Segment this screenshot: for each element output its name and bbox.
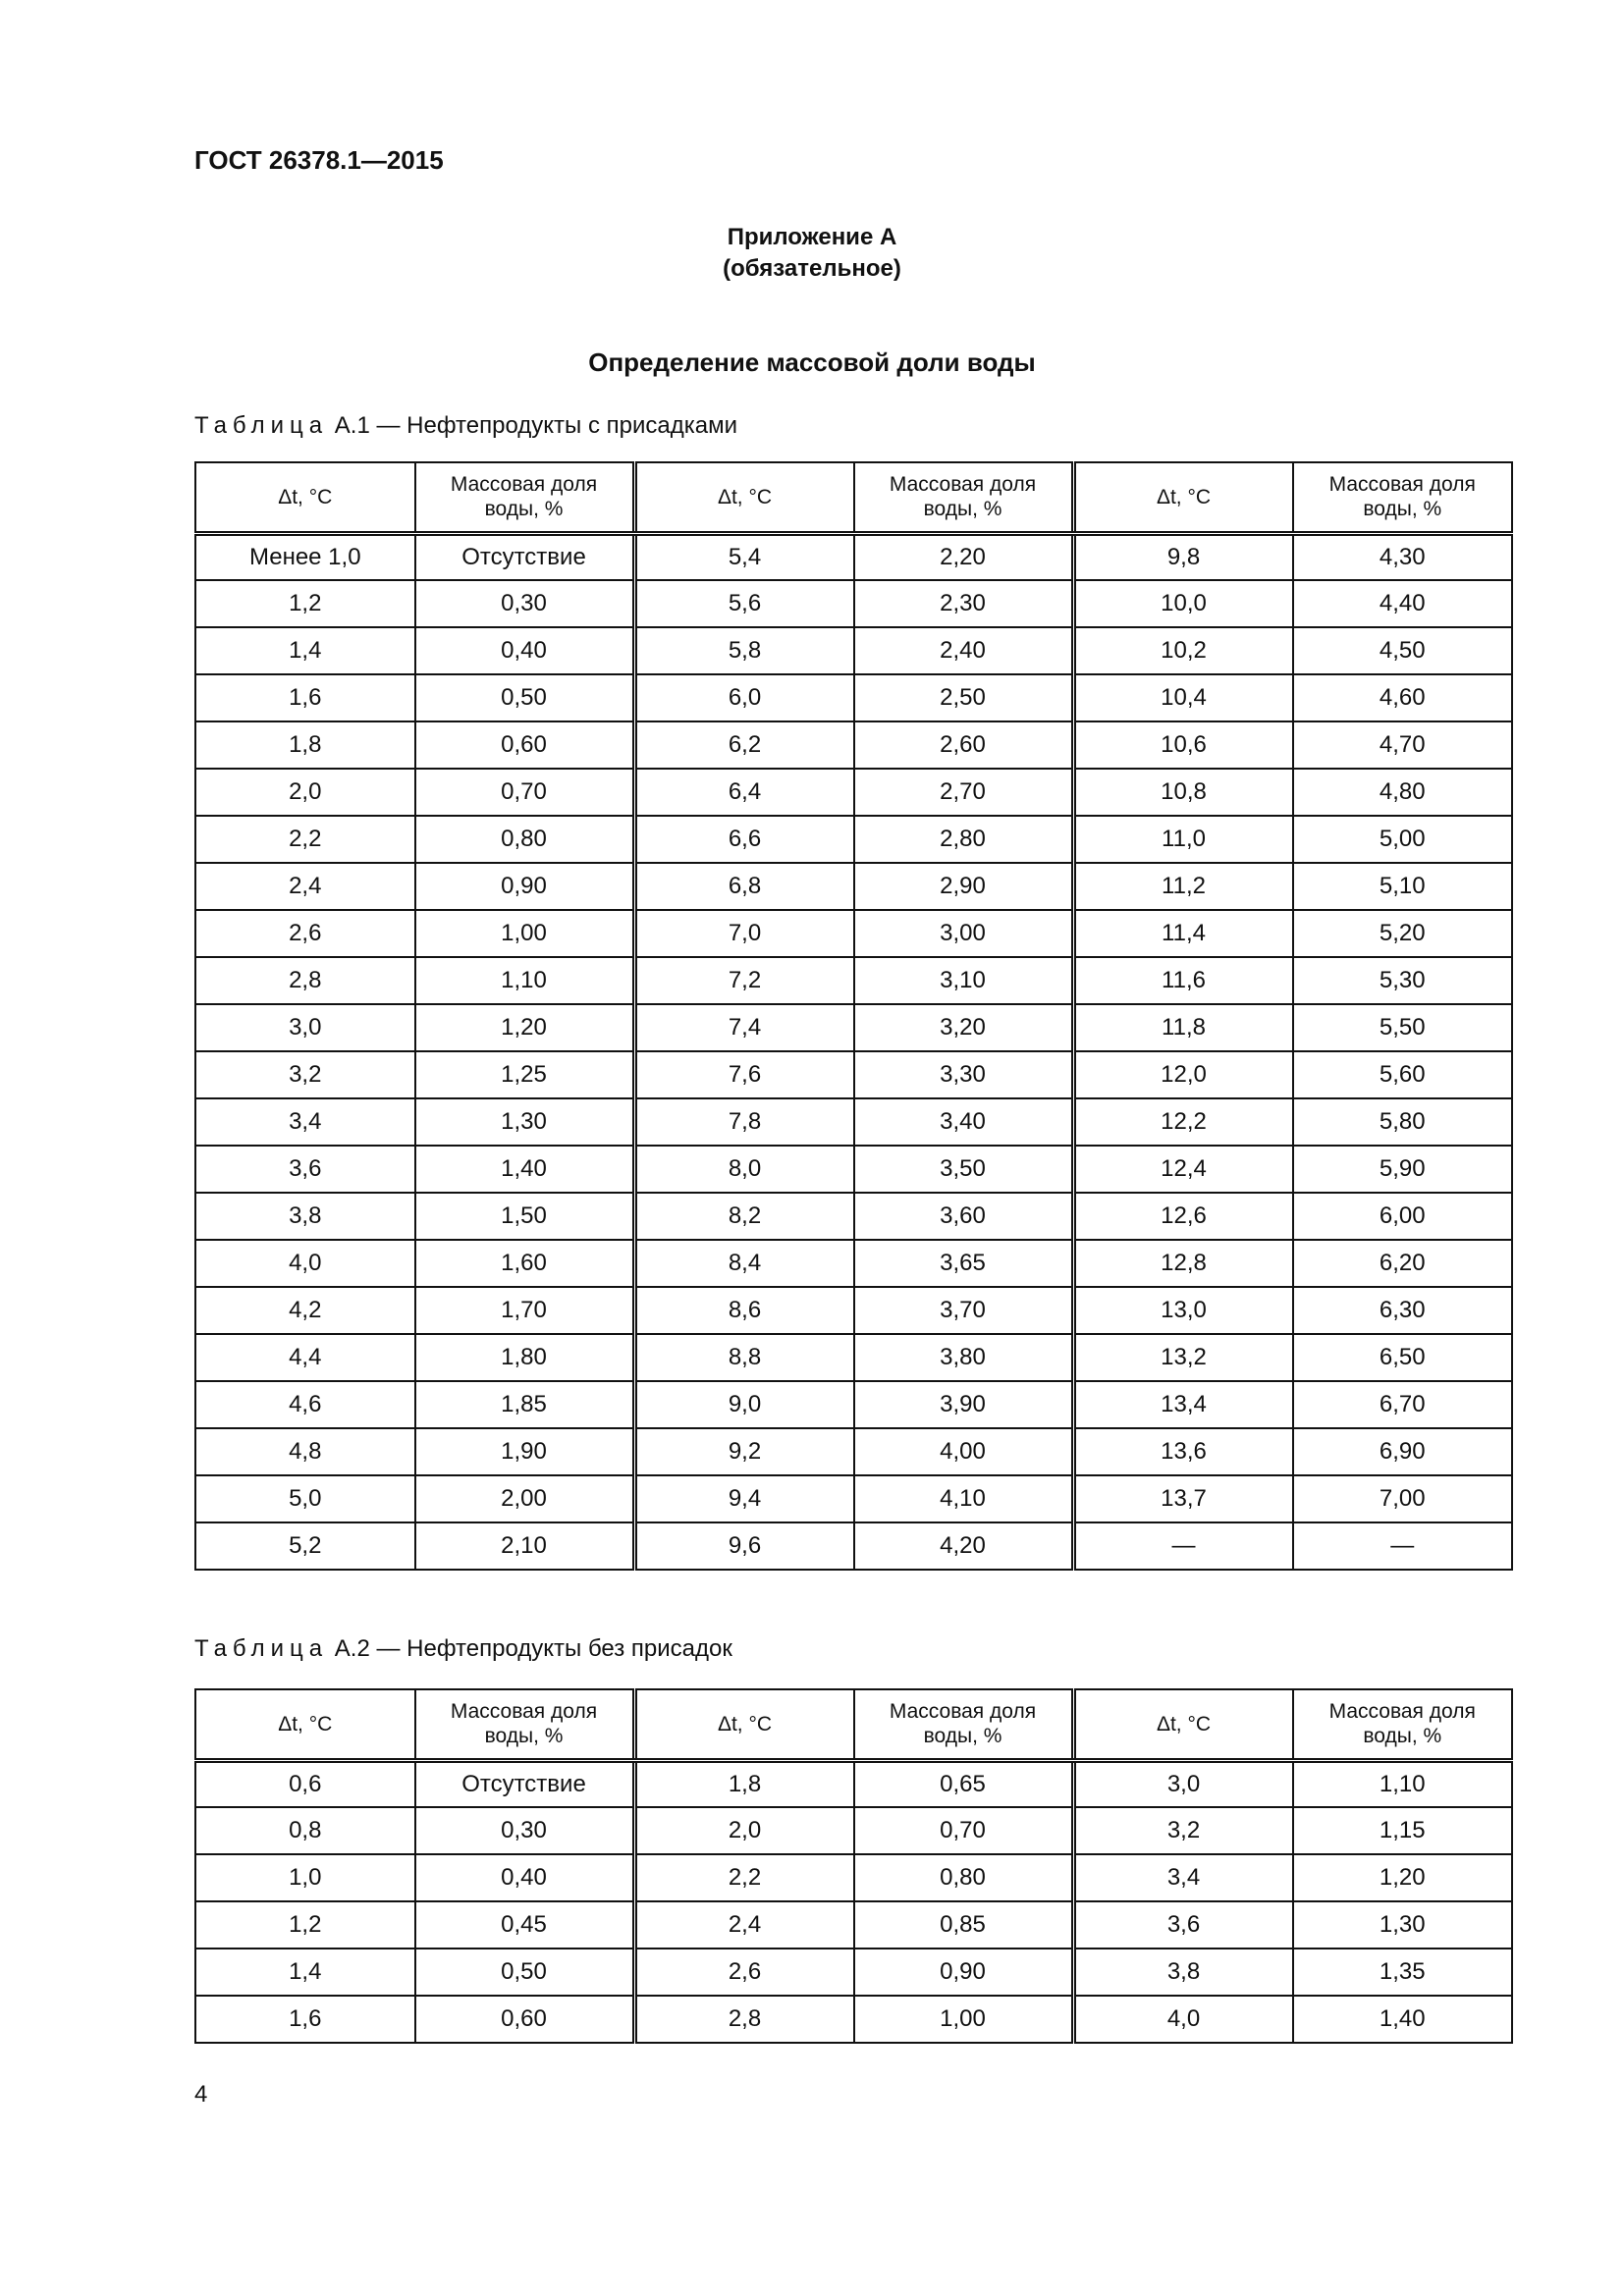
- mass-cell: 1,70: [415, 1287, 635, 1334]
- mass-cell: 1,40: [415, 1146, 635, 1193]
- table-a1: [194, 461, 1513, 1571]
- header-mass-line1: Массовая доля: [889, 1700, 1037, 1724]
- dt-cell: 2,4: [195, 863, 415, 910]
- mass-cell: 6,00: [1293, 1193, 1513, 1240]
- dt-cell: 1,4: [195, 1949, 415, 1996]
- header-dt: Δt, °C: [195, 1689, 415, 1760]
- dt-cell: 6,0: [634, 674, 854, 721]
- mass-cell: 3,70: [854, 1287, 1074, 1334]
- dt-cell: 11,2: [1073, 863, 1293, 910]
- document-code: ГОСТ 26378.1—2015: [194, 145, 444, 175]
- mass-cell: 2,80: [854, 816, 1074, 863]
- dt-cell: 9,2: [634, 1428, 854, 1475]
- dt-cell: 1,2: [195, 580, 415, 627]
- table-row: [195, 1334, 1512, 1381]
- table-row: [195, 1240, 1512, 1287]
- mass-cell: 0,60: [415, 1996, 635, 2043]
- dt-cell: 2,8: [195, 957, 415, 1004]
- dt-cell: 9,6: [634, 1522, 854, 1570]
- table-row: [195, 1004, 1512, 1051]
- dt-cell: 12,4: [1073, 1146, 1293, 1193]
- dt-cell: 8,4: [634, 1240, 854, 1287]
- mass-cell: 4,10: [854, 1475, 1074, 1522]
- dt-cell: 6,2: [634, 721, 854, 769]
- dt-cell: 9,0: [634, 1381, 854, 1428]
- mass-cell: 1,25: [415, 1051, 635, 1098]
- dt-cell: 3,4: [195, 1098, 415, 1146]
- mass-cell: 5,80: [1293, 1098, 1513, 1146]
- mass-cell: Отсутствие: [415, 533, 635, 580]
- dt-cell: 6,8: [634, 863, 854, 910]
- header-mass-line1: Массовая доля: [1328, 473, 1476, 497]
- mass-cell: 4,70: [1293, 721, 1513, 769]
- dt-cell: 13,2: [1073, 1334, 1293, 1381]
- header-mass-line2: воды, %: [484, 1725, 564, 1748]
- dt-cell: 3,6: [1073, 1901, 1293, 1949]
- mass-cell: 3,60: [854, 1193, 1074, 1240]
- table-row: [195, 627, 1512, 674]
- mass-cell: 0,70: [415, 769, 635, 816]
- dt-cell: 8,0: [634, 1146, 854, 1193]
- mass-cell: 1,60: [415, 1240, 635, 1287]
- dt-cell: 8,6: [634, 1287, 854, 1334]
- mass-cell: 1,80: [415, 1334, 635, 1381]
- dt-cell: 5,4: [634, 533, 854, 580]
- mass-cell: 0,85: [854, 1901, 1074, 1949]
- mass-cell: 1,10: [1293, 1760, 1513, 1807]
- dt-cell: 0,8: [195, 1807, 415, 1854]
- header-dt: Δt, °C: [634, 462, 854, 533]
- dt-cell: 8,2: [634, 1193, 854, 1240]
- dt-cell: 1,8: [634, 1760, 854, 1807]
- mass-cell: 0,90: [854, 1949, 1074, 1996]
- mass-cell: 6,70: [1293, 1381, 1513, 1428]
- table2-caption-prefix: Таблица: [194, 1635, 329, 1662]
- dt-cell: 5,0: [195, 1475, 415, 1522]
- dt-cell: 2,0: [634, 1807, 854, 1854]
- mass-cell: 1,50: [415, 1193, 635, 1240]
- mass-cell: 1,20: [415, 1004, 635, 1051]
- table1-caption-text: А.1 — Нефтепродукты с присадками: [334, 412, 738, 439]
- dt-cell: 11,4: [1073, 910, 1293, 957]
- table2-caption: [194, 1635, 732, 1663]
- mass-cell: 1,00: [415, 910, 635, 957]
- header-mass: [1293, 1689, 1513, 1760]
- dt-cell: 12,8: [1073, 1240, 1293, 1287]
- mass-cell: 1,90: [415, 1428, 635, 1475]
- header-mass: [854, 1689, 1074, 1760]
- table-row: [195, 1475, 1512, 1522]
- dt-cell: 4,0: [195, 1240, 415, 1287]
- dt-cell: 4,4: [195, 1334, 415, 1381]
- mass-cell: 6,20: [1293, 1240, 1513, 1287]
- mass-cell: 3,50: [854, 1146, 1074, 1193]
- mass-cell: 2,00: [415, 1475, 635, 1522]
- table-row: [195, 674, 1512, 721]
- mass-cell: 0,45: [415, 1901, 635, 1949]
- dt-cell: 3,0: [1073, 1760, 1293, 1807]
- dt-cell: 9,8: [1073, 533, 1293, 580]
- table-row: [195, 1996, 1512, 2043]
- mass-cell: 0,30: [415, 1807, 635, 1854]
- dt-cell: Менее 1,0: [195, 533, 415, 580]
- table-row: [195, 1428, 1512, 1475]
- table-row: [195, 863, 1512, 910]
- table-row: [195, 957, 1512, 1004]
- table1-caption: [194, 412, 737, 440]
- dt-cell: 5,2: [195, 1522, 415, 1570]
- header-mass-line1: Массовая доля: [1328, 1700, 1476, 1724]
- mass-cell: 4,00: [854, 1428, 1074, 1475]
- header-dt: Δt, °C: [195, 462, 415, 533]
- section-title: Определение массовой доли воды: [588, 347, 1036, 377]
- table1-caption-prefix: Таблица: [194, 412, 329, 439]
- dt-cell: 0,6: [195, 1760, 415, 1807]
- dt-cell: 4,8: [195, 1428, 415, 1475]
- table-row: [195, 533, 1512, 580]
- mass-cell: 3,80: [854, 1334, 1074, 1381]
- mass-cell: 2,10: [415, 1522, 635, 1570]
- header-mass-line2: воды, %: [923, 1725, 1002, 1748]
- mass-cell: 3,40: [854, 1098, 1074, 1146]
- dt-cell: 7,4: [634, 1004, 854, 1051]
- mass-cell: 6,50: [1293, 1334, 1513, 1381]
- dt-cell: 11,0: [1073, 816, 1293, 863]
- dt-cell: 2,0: [195, 769, 415, 816]
- dt-cell: 13,0: [1073, 1287, 1293, 1334]
- table-row: [195, 1949, 1512, 1996]
- mass-cell: 1,20: [1293, 1854, 1513, 1901]
- dt-cell: 10,2: [1073, 627, 1293, 674]
- dt-cell: 3,8: [195, 1193, 415, 1240]
- dt-cell: 12,2: [1073, 1098, 1293, 1146]
- table-row: [195, 1522, 1512, 1570]
- dt-cell: 2,6: [634, 1949, 854, 1996]
- dt-cell: 5,6: [634, 580, 854, 627]
- dt-cell: 3,2: [1073, 1807, 1293, 1854]
- table-row: [195, 1807, 1512, 1854]
- mass-cell: 1,35: [1293, 1949, 1513, 1996]
- dt-cell: 13,4: [1073, 1381, 1293, 1428]
- dt-cell: 13,7: [1073, 1475, 1293, 1522]
- header-mass: [415, 1689, 635, 1760]
- table-row: [195, 1146, 1512, 1193]
- mass-cell: 2,60: [854, 721, 1074, 769]
- mass-cell: 0,80: [854, 1854, 1074, 1901]
- mass-cell: 4,20: [854, 1522, 1074, 1570]
- header-mass-line1: Массовая доля: [450, 473, 598, 497]
- dt-cell: 3,4: [1073, 1854, 1293, 1901]
- mass-cell: 0,65: [854, 1760, 1074, 1807]
- mass-cell: 0,30: [415, 580, 635, 627]
- dt-cell: 1,0: [195, 1854, 415, 1901]
- mass-cell: 1,30: [1293, 1901, 1513, 1949]
- mass-cell: 7,00: [1293, 1475, 1513, 1522]
- dt-cell: 4,6: [195, 1381, 415, 1428]
- mass-cell: 1,40: [1293, 1996, 1513, 2043]
- header-mass-line1: Массовая доля: [450, 1700, 598, 1724]
- mass-cell: 4,80: [1293, 769, 1513, 816]
- mass-cell: 5,50: [1293, 1004, 1513, 1051]
- mass-cell: —: [1293, 1522, 1513, 1570]
- table-a2-body: [195, 1760, 1512, 2043]
- table-row: [195, 721, 1512, 769]
- mass-cell: 1,10: [415, 957, 635, 1004]
- mass-cell: 1,30: [415, 1098, 635, 1146]
- mass-cell: 5,60: [1293, 1051, 1513, 1098]
- dt-cell: 5,8: [634, 627, 854, 674]
- dt-cell: 7,6: [634, 1051, 854, 1098]
- dt-cell: 2,8: [634, 1996, 854, 2043]
- header-mass-line2: воды, %: [1363, 498, 1442, 521]
- dt-cell: 2,2: [634, 1854, 854, 1901]
- dt-cell: 11,8: [1073, 1004, 1293, 1051]
- dt-cell: 6,4: [634, 769, 854, 816]
- mass-cell: 0,40: [415, 1854, 635, 1901]
- dt-cell: 10,4: [1073, 674, 1293, 721]
- table-row: [195, 910, 1512, 957]
- table-row: [195, 1760, 1512, 1807]
- mass-cell: 6,30: [1293, 1287, 1513, 1334]
- dt-cell: 1,6: [195, 1996, 415, 2043]
- mass-cell: 1,85: [415, 1381, 635, 1428]
- dt-cell: 12,6: [1073, 1193, 1293, 1240]
- appendix-subtitle: (обязательное): [723, 255, 901, 282]
- header-mass-line1: Массовая доля: [889, 473, 1037, 497]
- mass-cell: 0,50: [415, 674, 635, 721]
- page-number: 4: [194, 2081, 208, 2108]
- dt-cell: 9,4: [634, 1475, 854, 1522]
- mass-cell: 1,00: [854, 1996, 1074, 2043]
- table-row: [195, 1287, 1512, 1334]
- mass-cell: 0,40: [415, 627, 635, 674]
- dt-cell: 3,2: [195, 1051, 415, 1098]
- mass-cell: 2,40: [854, 627, 1074, 674]
- mass-cell: 4,30: [1293, 533, 1513, 580]
- mass-cell: 5,20: [1293, 910, 1513, 957]
- table-a1-body: [195, 533, 1512, 1570]
- dt-cell: 11,6: [1073, 957, 1293, 1004]
- mass-cell: 4,60: [1293, 674, 1513, 721]
- mass-cell: 3,65: [854, 1240, 1074, 1287]
- dt-cell: —: [1073, 1522, 1293, 1570]
- mass-cell: 2,50: [854, 674, 1074, 721]
- table-header-row: [195, 462, 1512, 533]
- table-a2: [194, 1688, 1513, 2044]
- dt-cell: 2,4: [634, 1901, 854, 1949]
- table-row: [195, 1098, 1512, 1146]
- header-dt: Δt, °C: [1073, 1689, 1293, 1760]
- header-dt: Δt, °C: [634, 1689, 854, 1760]
- header-mass-line2: воды, %: [1363, 1725, 1442, 1748]
- header-dt: Δt, °C: [1073, 462, 1293, 533]
- mass-cell: 3,90: [854, 1381, 1074, 1428]
- appendix-title: Приложение А: [727, 224, 897, 250]
- header-mass-line2: воды, %: [923, 498, 1002, 521]
- header-mass: [415, 462, 635, 533]
- table-row: [195, 816, 1512, 863]
- table-row: [195, 769, 1512, 816]
- dt-cell: 3,0: [195, 1004, 415, 1051]
- dt-cell: 8,8: [634, 1334, 854, 1381]
- mass-cell: 2,70: [854, 769, 1074, 816]
- mass-cell: 5,10: [1293, 863, 1513, 910]
- mass-cell: 4,50: [1293, 627, 1513, 674]
- table-row: [195, 1193, 1512, 1240]
- mass-cell: 4,40: [1293, 580, 1513, 627]
- mass-cell: 5,90: [1293, 1146, 1513, 1193]
- dt-cell: 6,6: [634, 816, 854, 863]
- dt-cell: 12,0: [1073, 1051, 1293, 1098]
- dt-cell: 1,2: [195, 1901, 415, 1949]
- dt-cell: 1,8: [195, 721, 415, 769]
- mass-cell: 3,00: [854, 910, 1074, 957]
- mass-cell: 5,30: [1293, 957, 1513, 1004]
- mass-cell: 2,90: [854, 863, 1074, 910]
- mass-cell: 0,70: [854, 1807, 1074, 1854]
- mass-cell: 3,10: [854, 957, 1074, 1004]
- mass-cell: 3,20: [854, 1004, 1074, 1051]
- dt-cell: 13,6: [1073, 1428, 1293, 1475]
- dt-cell: 4,0: [1073, 1996, 1293, 2043]
- dt-cell: 2,2: [195, 816, 415, 863]
- table-row: [195, 1051, 1512, 1098]
- header-mass: [1293, 462, 1513, 533]
- dt-cell: 3,8: [1073, 1949, 1293, 1996]
- mass-cell: 5,00: [1293, 816, 1513, 863]
- mass-cell: 3,30: [854, 1051, 1074, 1098]
- mass-cell: 2,30: [854, 580, 1074, 627]
- table-header-row: [195, 1689, 1512, 1760]
- dt-cell: 10,6: [1073, 721, 1293, 769]
- mass-cell: Отсутствие: [415, 1760, 635, 1807]
- mass-cell: 0,60: [415, 721, 635, 769]
- dt-cell: 2,6: [195, 910, 415, 957]
- mass-cell: 0,80: [415, 816, 635, 863]
- dt-cell: 10,8: [1073, 769, 1293, 816]
- table-row: [195, 580, 1512, 627]
- mass-cell: 0,50: [415, 1949, 635, 1996]
- dt-cell: 7,0: [634, 910, 854, 957]
- dt-cell: 7,8: [634, 1098, 854, 1146]
- mass-cell: 6,90: [1293, 1428, 1513, 1475]
- table-row: [195, 1381, 1512, 1428]
- dt-cell: 1,4: [195, 627, 415, 674]
- dt-cell: 3,6: [195, 1146, 415, 1193]
- table-row: [195, 1901, 1512, 1949]
- header-mass: [854, 462, 1074, 533]
- mass-cell: 1,15: [1293, 1807, 1513, 1854]
- dt-cell: 1,6: [195, 674, 415, 721]
- dt-cell: 10,0: [1073, 580, 1293, 627]
- table2-caption-text: А.2 — Нефтепродукты без присадок: [334, 1635, 732, 1662]
- dt-cell: 4,2: [195, 1287, 415, 1334]
- mass-cell: 2,20: [854, 533, 1074, 580]
- dt-cell: 7,2: [634, 957, 854, 1004]
- table-row: [195, 1854, 1512, 1901]
- header-mass-line2: воды, %: [484, 498, 564, 521]
- mass-cell: 0,90: [415, 863, 635, 910]
